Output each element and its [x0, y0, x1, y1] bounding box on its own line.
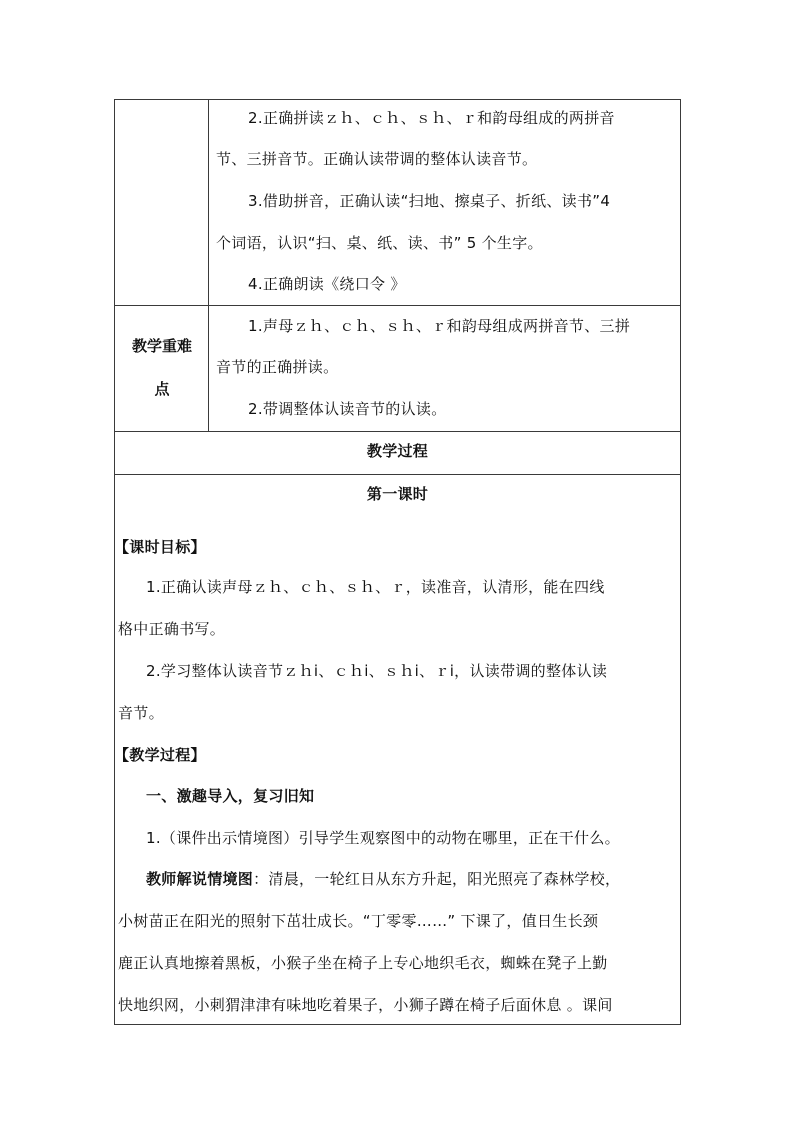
step-1-heading: 一、激趣导入，复习旧知 [146, 787, 315, 805]
lesson-title: 第一课时 [366, 485, 429, 503]
goal-item-4: 4.正确朗读《绕口令 》 [248, 275, 406, 293]
narration-line-3: 鹿正认真地擦着黑板，小猴子坐在椅子上专心地织毛衣，蜘蛛在凳子上勤 [118, 954, 608, 972]
narration-label: 教师解说情境图 [146, 870, 254, 888]
row-divider-goals [114, 305, 681, 306]
objective-2-line-1: 2.学习整体认读音节ｚｈi、ｃｈi、ｓｈi、ｒi，认读带调的整体认读 [146, 662, 608, 680]
key-point-item-2: 2.带调整体认读音节的认读。 [248, 400, 447, 418]
goal-item-2-line-2: 节、三拼音节。正确认读带调的整体认读音节。 [216, 150, 538, 168]
process-header: 教学过程 [366, 442, 429, 460]
table-border-right [680, 99, 681, 1025]
table-border-top [114, 99, 681, 100]
narration-line-4: 快地织网，小刺猬津津有味地吃着果子，小狮子蹲在椅子后面休息 。课间 [118, 996, 613, 1014]
table-border-left [114, 99, 115, 1025]
table-border-bottom [114, 1024, 681, 1025]
process-heading: 【教学过程】 [114, 746, 206, 764]
column-divider [208, 99, 209, 431]
narration-line-2: 小树苗正在阳光的照射下茁壮成长。“丁零零……” 下课了，值日生长颈 [118, 912, 599, 930]
step-1-paragraph-1: 1.（课件出示情境图）引导学生观察图中的动物在哪里，正在干什么。 [146, 829, 620, 847]
objectives-heading: 【课时目标】 [114, 538, 206, 556]
goal-item-2-line-1: 2.正确拼读ｚｈ、ｃｈ、ｓｈ、ｒ和韵母组成的两拼音 [248, 109, 615, 127]
objective-1-line-2: 格中正确书写。 [118, 620, 226, 638]
goal-item-3-line-2: 个词语，认识“扫、桌、纸、读、书” 5 个生字。 [216, 234, 543, 252]
key-point-item-1-line-1: 1.声母ｚｈ、ｃｈ、ｓｈ、ｒ和韵母组成两拼音节、三拼 [248, 317, 631, 335]
objective-2-line-2: 音节。 [118, 704, 164, 722]
key-point-item-1-line-2: 音节的正确拼读。 [216, 358, 339, 376]
row-divider-keypoints [114, 431, 681, 432]
key-points-label-line-1: 教学重难 [131, 337, 192, 355]
narration-line-1 [146, 869, 620, 889]
narration-line-1-text: ：清晨，一轮红日从东方升起，阳光照亮了森林学校， [253, 870, 621, 888]
objective-1-line-1: 1.正确认读声母ｚｈ、ｃｈ、ｓｈ、ｒ，读准音，认清形，能在四线 [146, 578, 605, 596]
row-divider-process [114, 474, 681, 475]
key-points-label-line-2: 点 [154, 380, 170, 398]
goal-item-3-line-1: 3.借助拼音，正确认读“扫地、擦桌子、折纸、读书”4 [248, 192, 611, 210]
